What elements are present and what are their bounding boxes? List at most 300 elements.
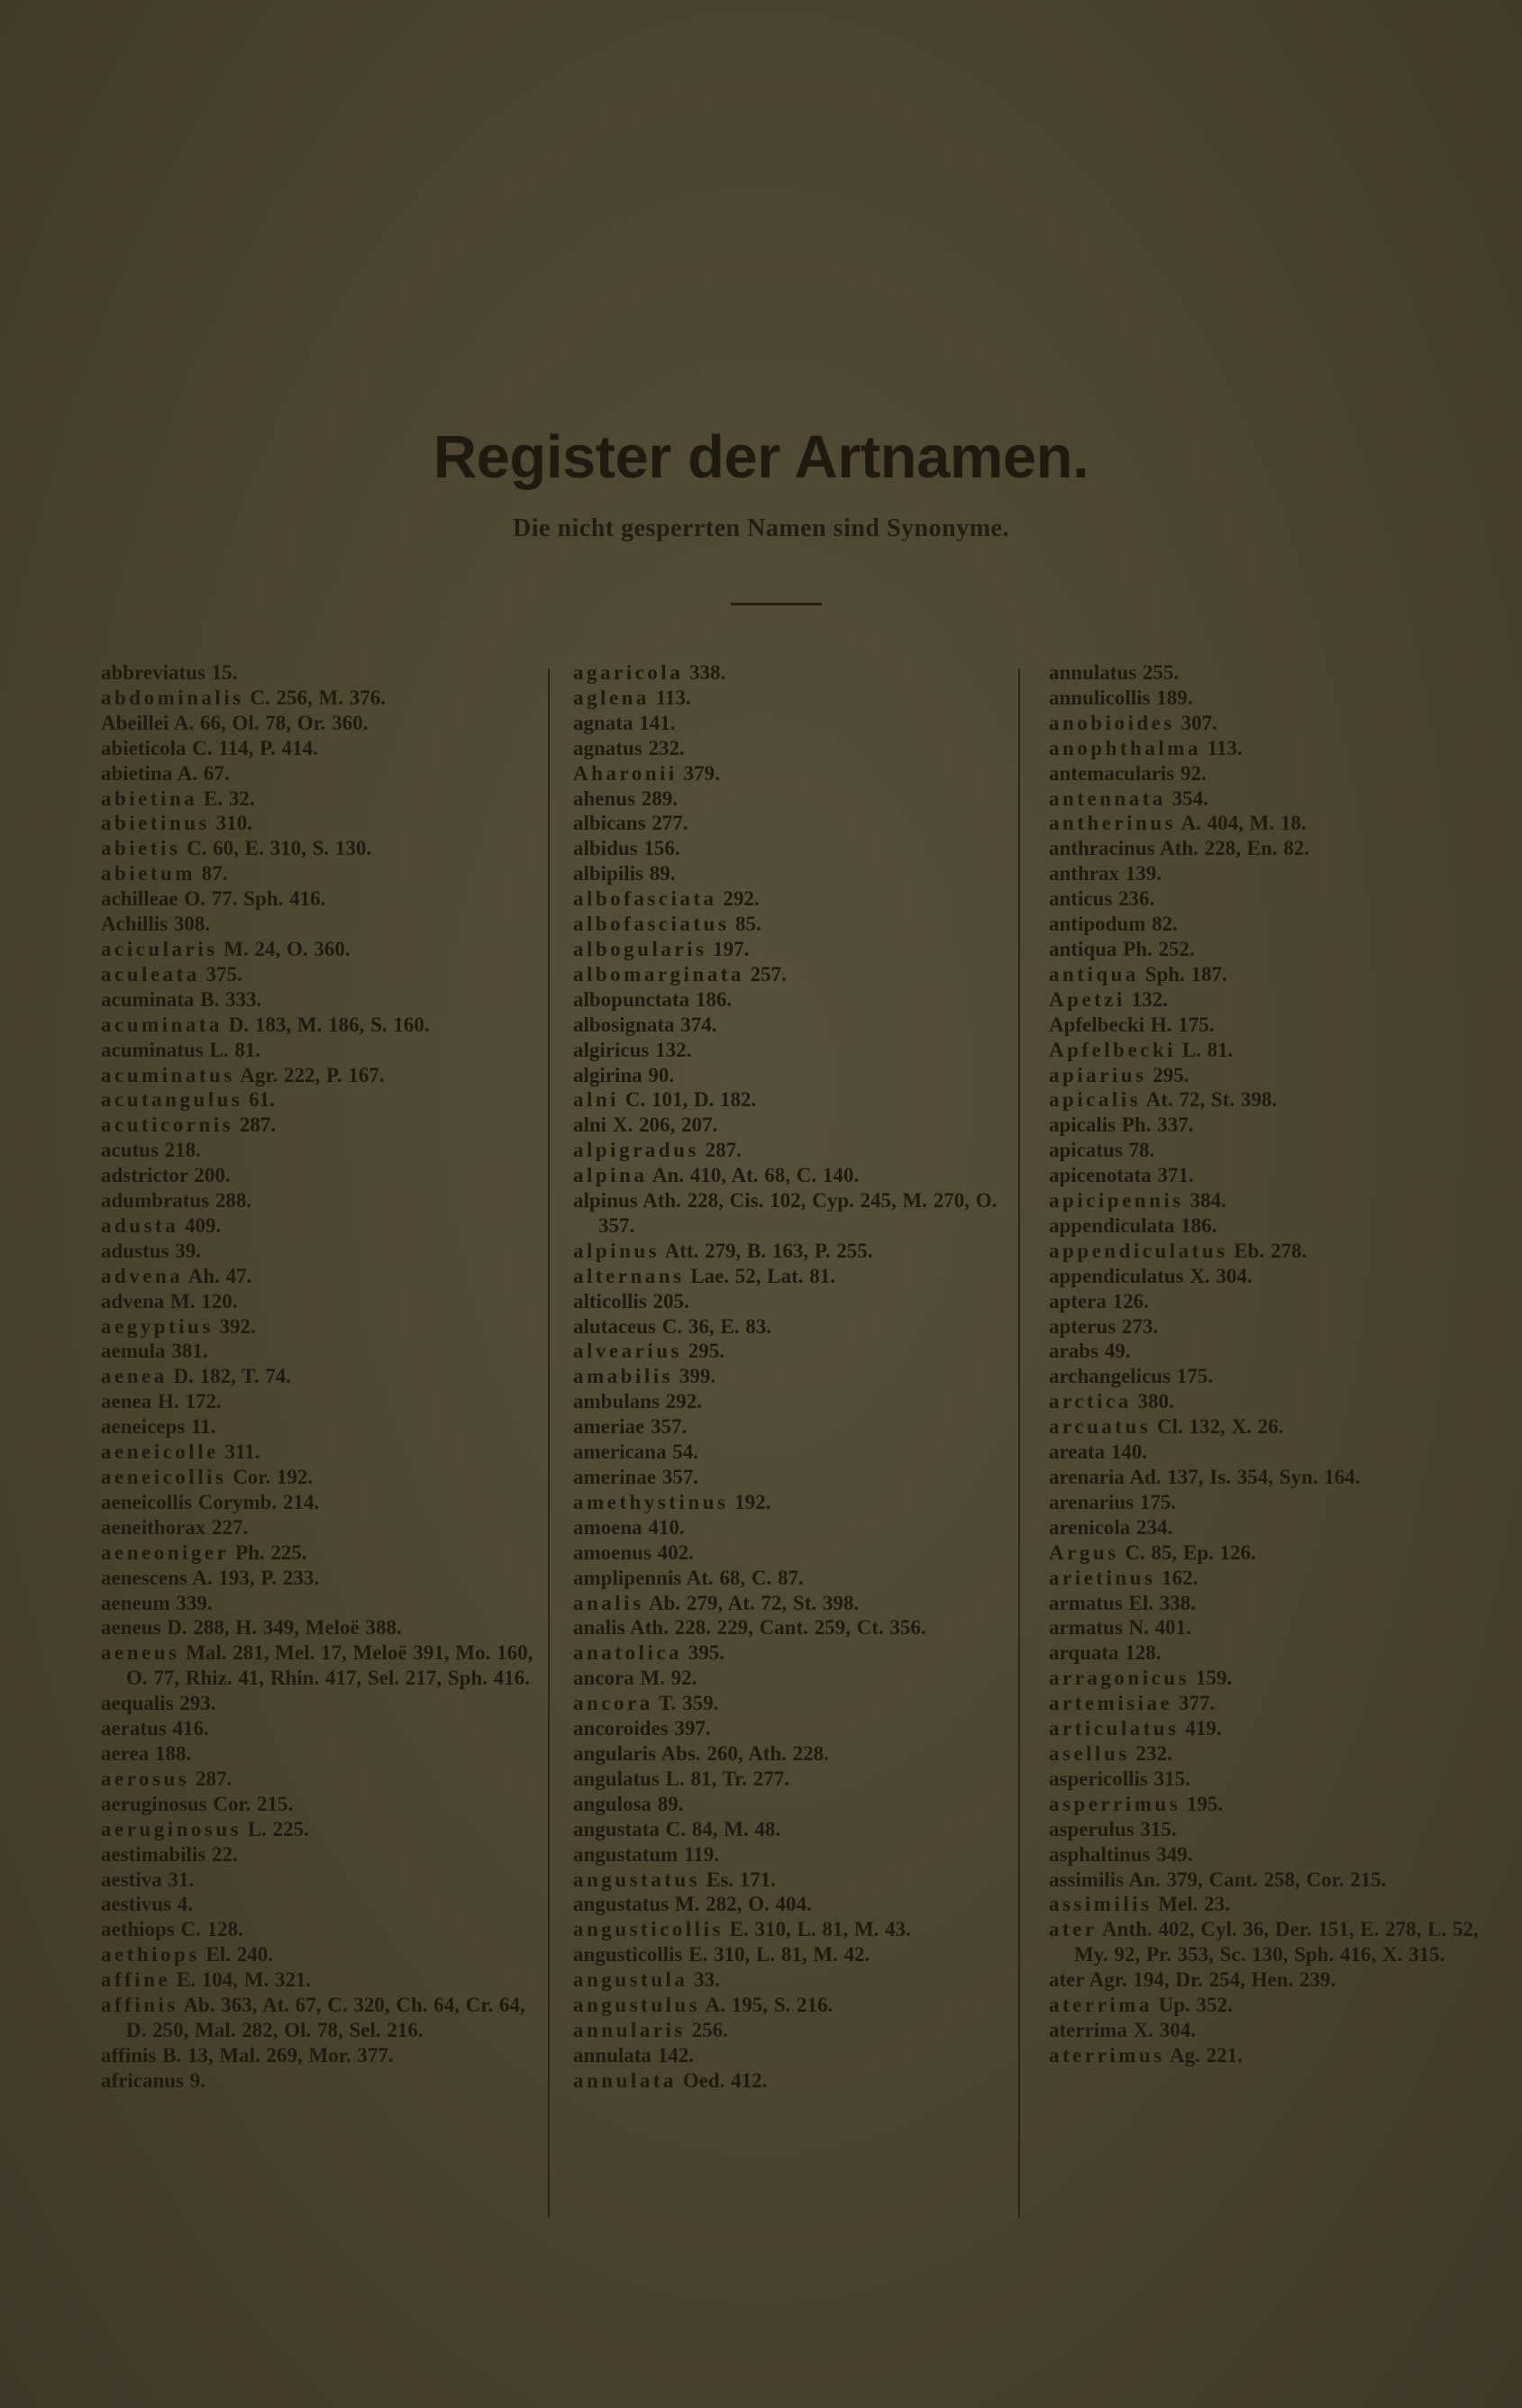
page-references: 54. [666,1440,698,1464]
index-entry [1049,912,1481,937]
index-entry [1049,1741,1481,1767]
page-references: 255. [1136,661,1180,684]
page-references: 339. [169,1591,213,1614]
synonym-name: aeneiceps [101,1415,186,1439]
synonym-name: appendiculata [1049,1213,1175,1237]
index-entry [1049,1540,1481,1566]
page-references: 232. [1129,1741,1172,1765]
page-references: M. 282, O. 404. [669,1893,812,1916]
index-entry [101,1917,533,1942]
page-references: 175. [1171,1365,1214,1388]
index-entry [1049,1515,1481,1540]
index-entry [101,861,533,886]
synonym-name: ahenus [573,786,636,810]
synonym-name: angustata [573,1817,660,1840]
synonym-name: angustatus [573,1893,670,1916]
page-references: 289. [635,786,679,810]
page-references: Eb. 278. [1227,1239,1308,1262]
species-name: alpina [573,1164,648,1187]
index-entry [573,1691,1006,1716]
index-entry [1049,1264,1481,1289]
index-entry [1049,2043,1481,2068]
index-entry [573,1264,1006,1289]
page-references: 410. [642,1515,685,1539]
species-name: analis [573,1591,644,1614]
index-entry [101,1842,533,1867]
page-references: 186. [689,987,733,1011]
synonym-name: arenarius [1049,1490,1135,1513]
index-entry [573,836,1006,861]
index-entry [101,1942,533,1967]
index-entry [101,1741,533,1767]
species-name: arctica [1049,1390,1132,1413]
index-entry [101,1566,533,1591]
species-name: aethiops [101,1943,200,1967]
page-references: 395. [681,1641,725,1665]
synonym-name: alni [573,1113,607,1137]
index-entry [573,1239,1006,1264]
page-references: X. 304. [1126,2018,1196,2041]
species-name: albomarginata [573,962,744,986]
index-entry [573,1892,1006,1917]
index-entry [101,1163,533,1188]
index-entry [101,1640,533,1691]
page-title: Register der Artnamen. [433,423,1089,491]
index-entry [101,987,533,1013]
page-references: 159. [1189,1667,1233,1690]
page-references: An. 410, At. 68, C. 140. [647,1164,860,1187]
species-name: apicalis [1049,1088,1142,1112]
species-name: arietinus [1049,1566,1156,1589]
index-entry [101,1087,533,1113]
species-name: apicipennis [1049,1189,1184,1213]
page-references: 379. [677,761,720,785]
synonym-name: albicans [573,812,646,835]
page-references: 140. [1105,1440,1148,1464]
species-name: ancora [573,1692,653,1715]
index-entry [1049,736,1481,761]
page-references: 357. [644,1415,688,1439]
index-entry [101,1867,533,1893]
page-references: 288. [209,1189,252,1213]
page-references: 126. [1106,1289,1149,1313]
synonym-name: angustatum [573,1842,679,1866]
page-references: Es. 171. [700,1867,776,1891]
species-name: artemisiae [1049,1692,1173,1715]
index-entry [1049,886,1481,912]
page-references: 31. [161,1867,195,1891]
index-entry [573,1163,1006,1188]
page-subtitle: Die nicht gesperrten Namen sind Synonyme. [513,514,1009,542]
index-entry [101,1540,533,1566]
index-entry [573,1615,1006,1640]
index-entry [1049,1591,1481,1616]
index-entry [1049,987,1481,1013]
species-name: anobioides [1049,711,1175,734]
index-entry [1049,937,1481,962]
column-divider-1 [548,668,550,2218]
page-references: 287. [189,1767,232,1790]
index-entry [573,1188,1006,1239]
species-name: antherinus [1049,812,1177,835]
index-entry [1049,1063,1481,1088]
page-references: El. 338. [1122,1591,1197,1614]
synonym-name: appendiculatus [1049,1264,1184,1287]
page-references: 92. [1174,761,1207,785]
index-entry [1049,861,1481,886]
page-references: T. 359. [652,1692,719,1715]
index-entry [101,1239,533,1264]
species-name: aterrima [1049,1994,1153,2017]
index-entry [573,1792,1006,1817]
page-references: Ath. 228, Cis. 102, Cyp. 245, M. 270, O. 357. [598,1189,998,1237]
species-name: annularis [573,2018,686,2041]
page-references: 119. [678,1842,720,1866]
page-references: 354. [1165,786,1208,810]
title-divider [731,603,822,605]
index-entry [573,2043,1006,2068]
species-name: albogularis [573,937,707,960]
synonym-name: arenaria [1049,1466,1125,1488]
synonym-name: aemula [101,1340,166,1363]
page-references: Ad. 137, Is. 354, Syn. 164. [1124,1466,1361,1488]
page-references: 197. [706,937,750,960]
page-references: Mel. 23. [1152,1893,1230,1916]
page-references: 22. [205,1842,238,1866]
index-entry [573,786,1006,812]
index-entry [573,686,1006,711]
species-name: abietum [101,862,196,886]
species-name: aeneicollis [101,1466,227,1488]
index-column-3 [1049,660,1481,2068]
index-entry [101,1414,533,1440]
species-name: aeneoniger [101,1540,230,1564]
page-references: 87. [196,862,228,886]
index-entry [1049,1993,1481,2018]
species-name: acicularis [101,937,218,960]
page-references: 256. [685,2018,728,2041]
synonym-name: anthracinus [1049,837,1155,860]
synonym-name: apicalis [1049,1113,1116,1137]
page-references: Cor. 215. [206,1792,294,1815]
synonym-name: asperulus [1049,1817,1135,1840]
species-name: Apfelbecki [1049,1038,1177,1061]
page-references: 205. [646,1289,689,1313]
page-references: 357. [655,1466,698,1488]
index-entry [1049,1566,1481,1591]
page-references: At. 72, St. 398. [1141,1088,1278,1112]
species-name: aglena [573,686,650,709]
index-entry [573,761,1006,786]
synonym-name: aestivus [101,1893,171,1916]
synonym-name: areata [1049,1440,1106,1464]
index-entry [101,937,533,962]
index-entry [573,736,1006,761]
synonym-name: aerea [101,1741,150,1765]
synonym-name: algiricus [573,1038,650,1061]
synonym-name: aestiva [101,1867,162,1891]
page-references: C. 60, E. 310, S. 130. [180,837,372,860]
index-entry [573,1591,1006,1616]
species-name: aculeata [101,962,200,986]
page-references: 15. [205,661,238,684]
index-entry [573,962,1006,987]
synonym-name: armatus [1049,1591,1123,1614]
index-entry [1049,1490,1481,1515]
page-references: L. 225. [242,1817,309,1840]
index-entry [573,1289,1006,1314]
index-entry [101,962,533,987]
page-references: Sph. 187. [1138,962,1227,986]
index-entry [1049,686,1481,711]
index-entry [1049,1213,1481,1239]
page-references: 49. [1098,1340,1131,1363]
page-references: 9. [184,2068,205,2092]
species-name: acutangulus [101,1088,243,1112]
species-name: acuminatus [101,1063,235,1086]
page-references: 139. [1118,862,1162,886]
species-name: aeneus [101,1641,180,1665]
page-references: 277. [645,812,688,835]
index-entry [1049,1615,1481,1640]
synonym-name: anticus [1049,887,1113,911]
index-entry [573,1842,1006,1867]
species-name: aterrimus [1049,2043,1165,2067]
index-entry [101,1892,533,1917]
synonym-name: albosignata [573,1013,675,1036]
synonym-name: arquata [1049,1641,1119,1665]
page-references: 375. [199,962,242,986]
species-name: abietinus [101,812,210,835]
page-references: 315. [1134,1817,1177,1840]
page-references: 295. [1146,1063,1189,1086]
species-name: amabilis [573,1365,674,1388]
synonym-name: acuminatus [101,1038,204,1061]
page-references: 85. [729,913,761,936]
page-references: Ag. 221. [1164,2043,1243,2067]
index-entry [1049,1188,1481,1213]
species-name: alternans [573,1264,685,1287]
index-entry [573,1490,1006,1515]
species-name: advena [101,1264,184,1287]
page-references: 82. [1145,913,1178,936]
index-entry [101,1138,533,1163]
synonym-name: archangelicus [1049,1365,1171,1388]
index-entry [573,711,1006,736]
page-references: Ph. 252. [1116,937,1195,960]
index-entry [573,1767,1006,1792]
index-entry [573,937,1006,962]
synonym-name: apicenotata [1049,1164,1152,1187]
index-entry [573,1113,1006,1138]
page-references: E. 32. [197,786,255,810]
index-entry [1049,811,1481,836]
index-entry [1049,1138,1481,1163]
page-references: Corymb. 214. [191,1490,320,1513]
species-name: abietis [101,837,181,860]
index-entry [573,1967,1006,1993]
index-entry [101,1967,533,1993]
page-references: D. 182, T. 74. [167,1365,292,1388]
page-references: L. 81, Tr. 277. [659,1767,790,1790]
page-references: E. 310, L. 81, M. 42. [682,1943,870,1967]
index-entry [1049,1087,1481,1113]
page-references: 397. [668,1717,711,1740]
synonym-name: armatus [1049,1616,1123,1640]
synonym-name: alpinus [573,1189,638,1213]
synonym-name: acuminata [101,987,195,1011]
page-references: D. 183, M. 186, S. 160. [223,1013,430,1036]
page-references: 89. [643,862,676,886]
page-references: 338. [683,661,726,684]
synonym-name: aeneicollis [101,1490,192,1513]
index-entry [1049,1767,1481,1792]
page-references: H. 172. [151,1390,222,1413]
index-entry [573,811,1006,836]
page-references: 384. [1183,1189,1226,1213]
index-entry [573,1389,1006,1414]
page-references: A. 404, M. 18. [1176,812,1307,835]
index-entry [1049,1917,1481,1967]
synonym-name: antipodum [1049,913,1146,936]
species-name: acuticornis [101,1113,234,1137]
index-entry [101,1314,533,1340]
index-entry [573,1038,1006,1063]
synonym-name: Apfelbecki [1049,1013,1145,1036]
index-entry [573,1993,1006,2018]
index-entry [573,1414,1006,1440]
synonym-name: annulata [573,2043,652,2067]
index-entry [573,861,1006,886]
synonym-name: annulatus [1049,661,1137,684]
page-references: D. 288, H. 349, Meloë 388. [160,1616,402,1640]
synonym-name: alticollis [573,1289,647,1313]
page-references: 295. [681,1340,725,1363]
page-references: 292. [659,1390,702,1413]
page-references: 392. [213,1314,256,1338]
page-references: Abs. 260, Ath. 228. [656,1741,829,1765]
page-references: B. 333. [194,987,262,1011]
page-references: At. 68, C. 87. [681,1566,804,1589]
page-references: Ab. 279, At. 72, St. 398. [643,1591,860,1614]
synonym-name: algirina [573,1063,643,1086]
synonym-name: affinis [101,2043,157,2067]
synonym-name: aeratus [101,1717,167,1740]
page-references: 293. [173,1692,216,1715]
index-entry [573,2018,1006,2043]
index-entry [573,1666,1006,1691]
synonym-name: annulicollis [1049,686,1151,709]
synonym-name: adstrictor [101,1164,188,1187]
synonym-name: amoenus [573,1540,652,1564]
species-name: appendiculatus [1049,1239,1228,1262]
index-entry [573,1540,1006,1566]
synonym-name: abbreviatus [101,661,205,684]
index-entry [101,736,533,761]
page-references: M. 92. [633,1667,697,1690]
index-entry [573,1440,1006,1465]
page-references: An. 379, Cant. 258, Cor. 215. [1124,1867,1387,1891]
index-entry [101,1615,533,1640]
index-entry [1049,1038,1481,1063]
species-name: aenea [101,1365,168,1388]
index-entry [573,1314,1006,1340]
page-references: 200. [187,1164,231,1187]
index-entry [101,811,533,836]
index-entry [101,711,533,736]
page-references: Ph. 225. [229,1540,307,1564]
page-references: Agr. 194, Dr. 254, Hen. 239. [1084,1968,1336,1992]
page-references: 128. [1118,1641,1162,1665]
page-references: Agr. 222, P. 167. [234,1063,385,1086]
index-entry [101,2043,533,2068]
page-references: C. 114, P. 414. [186,736,318,759]
synonym-name: albopunctata [573,987,690,1011]
synonym-name: ambulans [573,1390,660,1413]
page-references: 371. [1151,1164,1194,1187]
page-references: Ph. 337. [1116,1113,1194,1137]
page-references: Att. 279, B. 163, P. 255. [660,1239,873,1262]
synonym-name: abieticola [101,736,187,759]
species-name: anophthalma [1049,736,1201,759]
page-references: C. 128. [174,1918,243,1941]
page-references: 234. [1130,1515,1173,1539]
index-entry [1049,1465,1481,1490]
synonym-name: asphaltinus [1049,1842,1151,1866]
page-references: 113. [1200,736,1243,759]
page-references: A. 66, Ol. 78, Or. 360. [169,711,369,734]
synonym-name: aterrima [1049,2018,1127,2041]
page-references: C. 84, M. 48. [659,1817,781,1840]
page-references: 310. [209,812,252,835]
synonym-name: arenicola [1049,1515,1131,1539]
index-entry [1049,1163,1481,1188]
species-name: angustulus [573,1994,701,2017]
index-entry [101,1264,533,1289]
page-references: Ab. 363, At. 67, C. 320, Ch. 64, Cr. 64, D. 250, Mal. 282, Ol. 78, Sel. 216. [126,1994,525,2041]
page-references: C. 36, E. 83. [656,1314,771,1338]
index-entry [1049,761,1481,786]
index-entry [1049,1389,1481,1414]
index-entry [101,1440,533,1465]
index-entry [101,786,533,812]
index-entry [1049,1289,1481,1314]
index-entry [573,1566,1006,1591]
synonym-name: apicatus [1049,1139,1123,1162]
page-references: Mal. 281, Mel. 17, Meloë 391, Mo. 160, O. 77, Rhiz. 41, Rhin. 417, Sel. 217, Sph. 416. [126,1641,533,1690]
index-entry [573,1465,1006,1490]
synonym-name: amoena [573,1515,643,1539]
page-references: Ath. 228, En. 82. [1154,837,1310,860]
index-entry [101,1339,533,1364]
species-name: abdominalis [101,686,244,709]
synonym-name: Abeillei [101,711,169,734]
index-entry [1049,1339,1481,1364]
synonym-name: antemacularis [1049,761,1175,785]
page-references: E. 310, L. 81, M. 43. [723,1918,911,1941]
page-references: A. 193, P. 233. [187,1566,320,1589]
page-references: M. 120. [164,1289,238,1313]
species-name: Aharonii [573,761,678,785]
index-entry [573,1942,1006,1967]
index-entry [573,1013,1006,1038]
page-references: 409. [178,1213,222,1237]
page-references: 374. [674,1013,717,1036]
page-references: Up. 352. [1152,1994,1233,2017]
page-references: L. 81. [1176,1038,1234,1061]
synonym-name: assimilis [1049,1867,1125,1891]
species-name: Argus [1049,1540,1119,1564]
